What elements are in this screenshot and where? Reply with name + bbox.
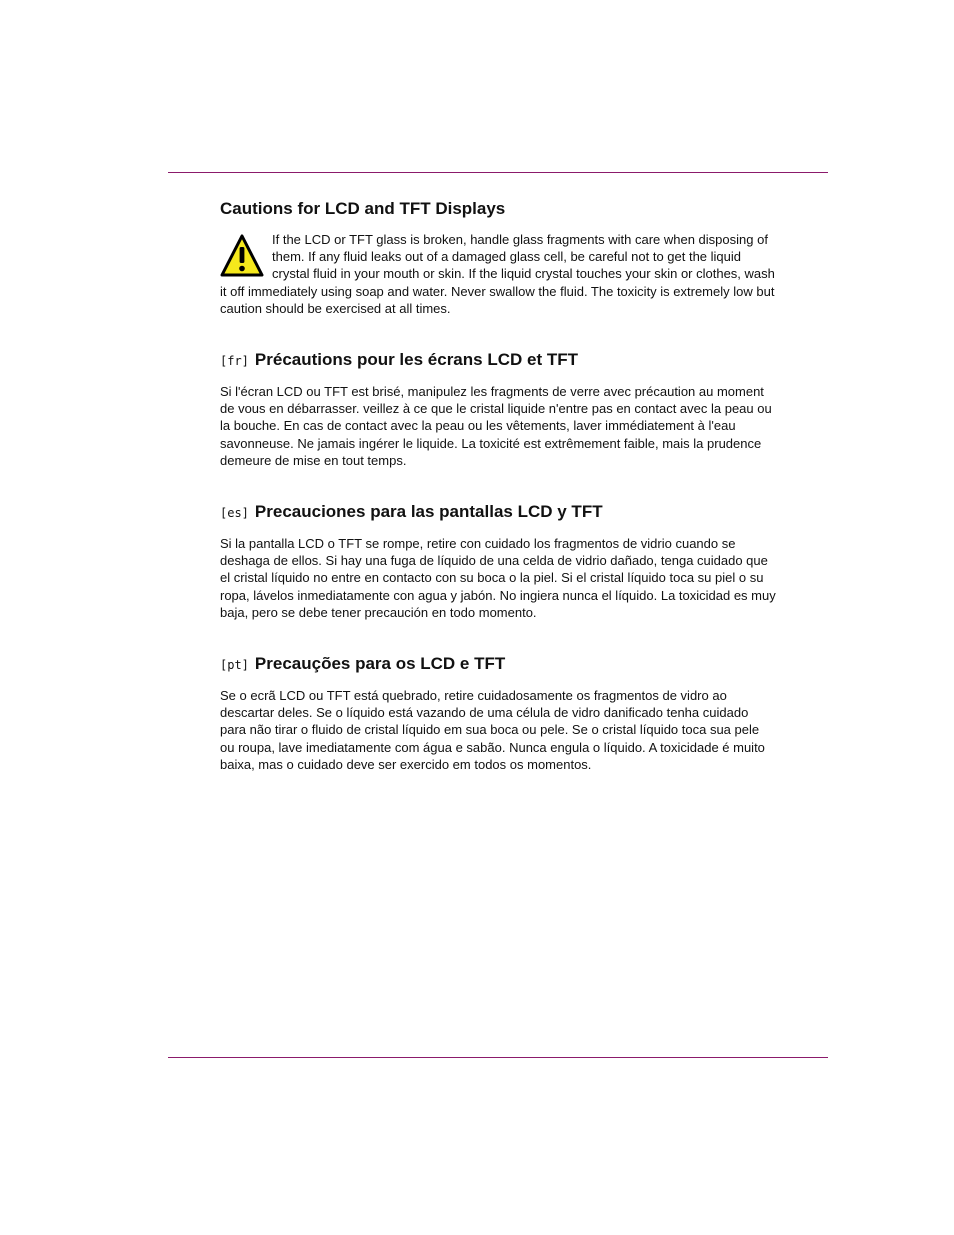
section-title-en: Cautions for LCD and TFT Displays — [220, 199, 506, 218]
lang-tag-pt: [pt] — [220, 658, 249, 673]
section-french — [220, 348, 776, 469]
section-english — [220, 197, 776, 317]
section-spanish — [220, 500, 776, 621]
footer-rule — [168, 1057, 828, 1058]
section-title-fr: [fr] Précautions pour les écrans LCD et TFT — [220, 350, 578, 370]
header-rule — [168, 172, 828, 173]
caution-text-fr: Si l'écran LCD ou TFT est brisé, manipulez les fragments de verre avec précaution au moment de vous en débarrasser. veillez à ce que le cristal liquide n'entre pas en contact avec la peau ou la bouche. En cas de contact avec la peau ou les vêtements, laver immédiatement à l'eau savonneuse. Ne jamais ingérer le liquide. La toxicité est extrêmement faible, mais la prudence demeure de mise en tout temps. — [220, 384, 772, 468]
section-portuguese — [220, 652, 776, 773]
lang-tag-es: [es] — [220, 506, 249, 521]
caution-text-es: Si la pantalla LCD o TFT se rompe, retire con cuidado los fragmentos de vidrio cuando se deshaga de ellos. Si hay una fuga de líquido de una celda de vidrio dañado, tenga cuidado que el cristal líquido no entre en contacto con su boca o la piel. Si el cristal líquido toca su piel o su ropa, lávelos inmediatamente con agua y jabón. No ingiera nunca el líquido. La toxicidad es muy baja, pero se debe tener precaución en todo momento. — [220, 536, 776, 620]
caution-text-en: If the LCD or TFT glass is broken, handle glass fragments with care when disposing of them. If any fluid leaks out of a damaged glass cell, be careful not to get the liquid crystal fluid in your mouth or skin. If the liquid crystal touches your skin or clothes, wash it off immediately using soap and water. Never swallow the fluid. The toxicity is extremely low but caution should be exercised at all times. — [220, 232, 775, 316]
section-title-pt: [pt] Precauções para os LCD e TFT — [220, 654, 506, 674]
caution-text-pt: Se o ecrã LCD ou TFT está quebrado, retire cuidadosamente os fragmentos de vidro ao descartar deles. Se o líquido está vazando de uma célula de vidro danificado tenha cuidado para não tirar o fluido de cristal líquido em sua boca ou pele. Se o cristal líquido toca sua pele ou roupa, lave imediatamente com água e sabão. Nunca engula o líquido. A toxicidade é muito baixa, mas o cuidado deve ser exercido em todos os momentos. — [220, 688, 765, 772]
section-title-es: [es] Precauciones para las pantallas LCD y TFT — [220, 502, 603, 522]
warning-triangle-icon — [220, 234, 264, 278]
document-body — [220, 197, 776, 773]
lang-tag-fr: [fr] — [220, 354, 249, 369]
caution-block — [220, 231, 776, 317]
